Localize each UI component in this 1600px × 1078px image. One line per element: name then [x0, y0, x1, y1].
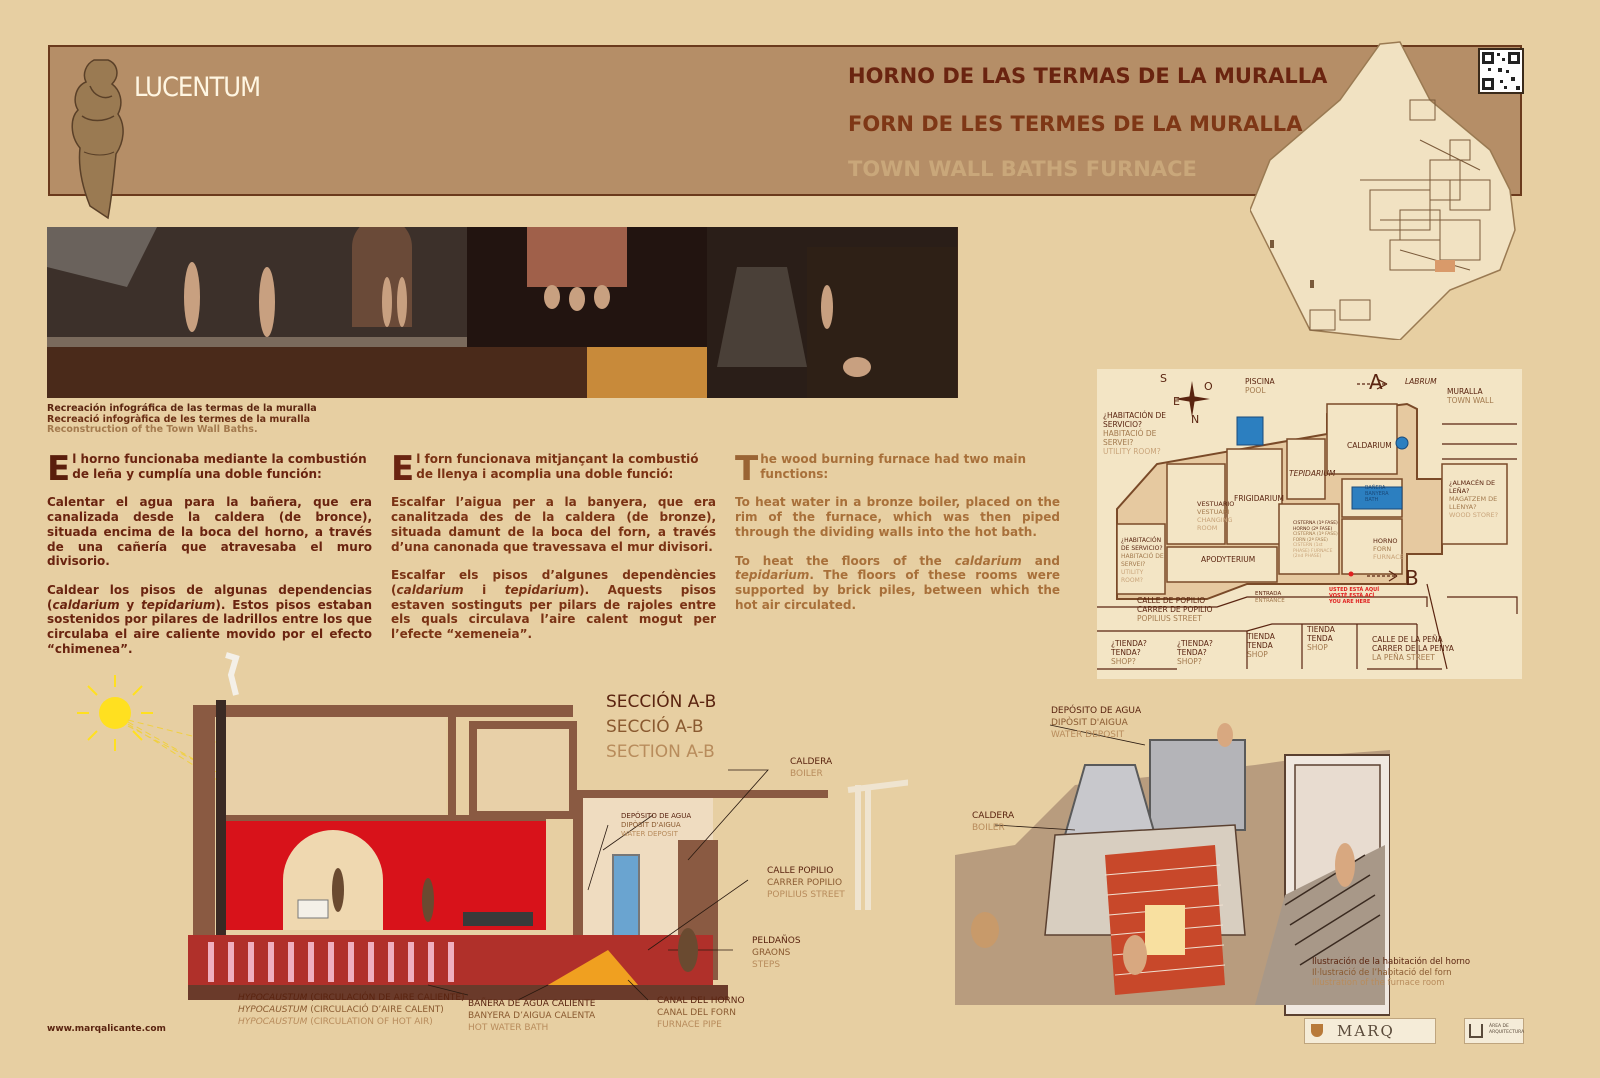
- section-drawing: [48, 650, 908, 1050]
- you-are-here-label: USTED ESTÁ AQUÍ VOSTÈ ESTÀ ACÍ YOU ARE HERE: [1329, 587, 1380, 605]
- footer-logos: [1304, 1016, 1525, 1044]
- marq-logo: [1304, 1018, 1436, 1044]
- floor-plan: [1097, 369, 1522, 679]
- drop-cap: E: [47, 449, 71, 489]
- reconstruction-image: [47, 227, 958, 398]
- title-spanish: HORNO DE LAS TERMAS DE LA MURALLA: [848, 64, 1328, 88]
- plan-label-popilio: CALLE DE POPILIO CARRER DE POPILIO POPILIUS STREET: [1137, 596, 1213, 623]
- plan-label-banera: BAÑERA BANYERA BATH: [1365, 485, 1389, 503]
- photo-caption-es: Recreación infográfica de las termas de la muralla: [47, 403, 317, 414]
- paragraph-2: Caldear los pisos de algunas dependencias (caldarium y tepidarium). Estos pisos estaban sostenidos por pilares de ladrillos entre los que circulaba el aire caliente movido por el efecto “chimenea”.: [47, 582, 372, 656]
- plan-label-shop-1: ¿TIENDA? TENDA? SHOP?: [1111, 639, 1147, 666]
- room-label-deposito: DEPÓSITO DE AGUA DIPÒSIT D'AIGUA WATER DEPOSIT: [1051, 706, 1142, 740]
- paragraph-2: To heat the floors of the caldarium and tepidarium. The floors of these rooms were supported by brick piles, between which the hot air circulated.: [735, 553, 1060, 612]
- plan-label-utility-top: ¿HABITACIÓN DE SERVICIO? HABITACIÓ DE SERVEI? UTILITY ROOM?: [1103, 411, 1166, 456]
- section-title: SECCIÓN A-B SECCIÓ A-B SECTION A-B: [606, 692, 717, 762]
- room-caption: Ilustración de la habitación del horno Il·lustració de l’habitació del forn Illustration of the furnace room: [1312, 957, 1471, 988]
- photo-caption-ca: Recreació infogràfica de les termes de la muralla: [47, 413, 311, 425]
- compass-e: E: [1173, 395, 1180, 408]
- title-catalan: FORN DE LES TERMES DE LA MURALLA: [848, 112, 1303, 136]
- plan-label-pena: CALLE DE LA PEÑA CARRER DE LA PENYA LA PEÑA STREET: [1372, 635, 1454, 662]
- section-label-peldanos: PELDAÑOS GRAONS STEPS: [752, 936, 801, 970]
- section-label-canal: CANAL DEL HORNO CANAL DEL FORN FURNACE PIPE: [657, 996, 745, 1030]
- section-label-caldera: CALDERA BOILER: [790, 757, 833, 779]
- plan-label-shop-3: TIENDA TENDA SHOP: [1247, 632, 1275, 659]
- house-icon: [1469, 1024, 1483, 1038]
- paragraph-2: Escalfar els pisos d’algunes dependències (caldarium i tepidarium). Aquests pisos estaven sostinguts per pilars de rajoles entre els quals circulava l’aire calent mogut per l’efecte “xemeneia”.: [391, 568, 716, 642]
- room-label-caldera: CALDERA BOILER: [972, 811, 1015, 833]
- plan-label-shop-4: TIENDA TENDA SHOP: [1307, 625, 1335, 652]
- plan-label-entrada: ENTRADA ENTRANCE: [1255, 591, 1285, 604]
- text-column-english: [735, 449, 1060, 626]
- lead-text: l horno funcionaba mediante la combustión de leña y cumplía una doble función:: [72, 452, 367, 481]
- plan-label-shop-2: ¿TIENDA? TENDA? SHOP?: [1177, 639, 1213, 666]
- plan-label-almacen: ¿ALMACÉN DE LEÑA? MAGATZEM DE LLENYA? WOOD STORE?: [1449, 479, 1499, 519]
- section-label-banera: BAÑERA DE AGUA CALIENTE BANYERA D’AIGUA CALENTA HOT WATER BATH: [468, 999, 596, 1033]
- lead-text: l forn funcionava mitjançant la combustió de llenya i acomplia una doble funció:: [416, 452, 699, 481]
- compass-n: N: [1191, 413, 1200, 426]
- plan-label-muralla: MURALLA TOWN WALL: [1447, 387, 1494, 405]
- plan-label-cisterna: CISTERNA (1ª FASE) HORNO (2ª FASE) CISTERNA (1ª FASE) FORN (2ª FASE) CISTERN (1st PHASE) FURNACE (2nd PHASE): [1293, 521, 1338, 559]
- shield-icon: [1311, 1024, 1323, 1037]
- text-column-spanish: [47, 449, 372, 670]
- area-logo-text: ÀREA DE ARQUITECTURA: [1489, 1024, 1525, 1035]
- drop-cap: T: [735, 449, 759, 489]
- section-label-deposito: DEPÓSITO DE AGUA DIPÒSIT D'AIGUA WATER DEPOSIT: [621, 812, 692, 838]
- section-mark-b: B: [1405, 566, 1419, 590]
- paragraph-1: Escalfar l’aigua per a la banyera, que era canalitzada des de la caldera (de bronze), situada damunt de la boca del forn, a través d’una canonada que travessava el mur divisori.: [391, 495, 716, 554]
- plan-label-utility-low: ¿HABITACIÓN DE SERVICIO? HABITACIÓ DE SERVEI? UTILITY ROOM?: [1121, 537, 1164, 584]
- photo-caption-en: Reconstruction of the Town Wall Baths.: [47, 424, 258, 435]
- title-english: TOWN WALL BATHS FURNACE: [848, 157, 1197, 181]
- plan-label-apodyterium: APODYTERIUM: [1201, 555, 1256, 564]
- qr-code-icon[interactable]: [1478, 48, 1524, 94]
- drop-cap: E: [391, 449, 415, 489]
- paragraph-1: To heat water in a bronze boiler, placed on the rim of the furnace, which was then piped through the dividing walls into the hot bath.: [735, 495, 1060, 539]
- marq-logo-text: MARQ: [1337, 1022, 1395, 1040]
- plan-label-frigidarium: FRIGIDARIUM: [1234, 494, 1284, 503]
- compass-o: O: [1204, 380, 1213, 393]
- lead-text: he wood burning furnace had two main functions:: [760, 452, 1027, 481]
- plan-label-vestuario: VESTUARIO VESTUARI CHANGING ROOM: [1197, 500, 1235, 532]
- plan-label-tepidarium: TEPIDARIUM: [1289, 469, 1336, 478]
- plan-label-labrum: LABRUM: [1405, 377, 1437, 386]
- text-column-catalan: [391, 449, 716, 656]
- plan-label-caldarium: CALDARIUM: [1347, 441, 1392, 450]
- section-label-hypocaustum: HYPOCAUSTUM (CIRCULACIÓN DE AIRE CALIENTE) HYPOCAUSTUM (CIRCULACIÓ D’AIRE CALENT) HYPOCAUSTUM (CIRCULATION OF HOT AIR): [238, 993, 465, 1027]
- compass-s: S: [1160, 372, 1167, 385]
- section-label-calle: CALLE POPILIO CARRER POPILIO POPILIUS STREET: [767, 866, 845, 900]
- section-mark-a: A: [1369, 370, 1383, 394]
- area-arquitectura-logo: [1464, 1018, 1524, 1044]
- paragraph-1: Calentar el agua para la bañera, que era canalizada desde la caldera (de bronce), situada encima de la boca del horno, a través de una cañería que atravesaba el muro divisorio.: [47, 495, 372, 569]
- bronze-hand-logo-icon: [64, 56, 130, 222]
- plan-label-horno: HORNO FORN FURNACE: [1373, 537, 1404, 561]
- brand-name: LUCENTUM: [134, 72, 261, 103]
- plan-label-piscina: PISCINA POOL: [1245, 377, 1275, 395]
- website-link[interactable]: www.marqalicante.com: [47, 1024, 166, 1034]
- photo-caption: [47, 404, 317, 436]
